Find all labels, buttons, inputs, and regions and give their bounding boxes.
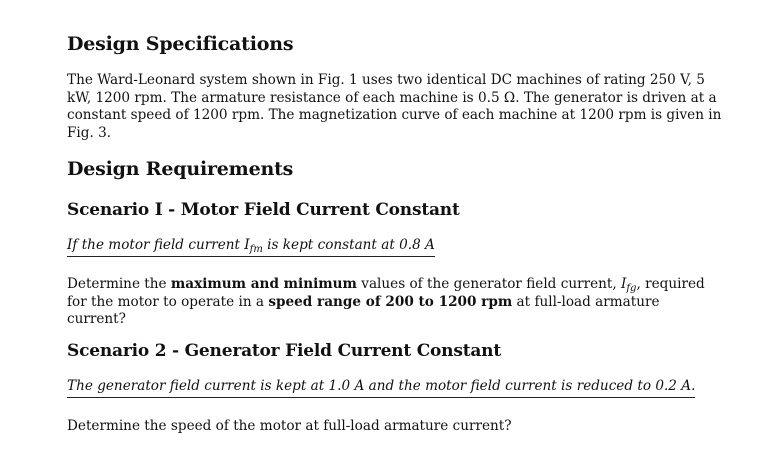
scenario-2-condition: The generator field current is kept at 1.0 A and the motor field current is reduced to 0.2 A. xyxy=(67,378,695,398)
scenario-1-condition-pre: If the motor field current xyxy=(67,237,245,253)
scenario-1-condition xyxy=(67,237,435,257)
generator-field-current-symbol: $I_{fg}$ xyxy=(620,276,637,294)
scenario-1-question: Determine the maximum and minimum values of the generator field current, $I_{fg}$, required for the motor to operate in a speed range of 200 to 1200 rpm at full-load armature current? xyxy=(67,276,705,327)
design-requirements-heading: Design Requirements xyxy=(67,158,294,180)
design-specifications-heading: Design Specifications xyxy=(67,33,294,55)
motor-field-current-symbol: $I_{fm}$ xyxy=(244,237,263,255)
bold-speed-range: speed range of 200 to 1200 rpm xyxy=(268,293,513,310)
design-specifications-paragraph: The Ward-Leonard system shown in Fig. 1 uses two identical DC machines of rating 250 V, 5 kW, 1200 rpm. The armature resistance of each machine is 0.5 Ω. The generator is driven at a constant speed of 1200 rpm. The magnetization curve of each machine at 1200 rpm is given in Fig. 3. xyxy=(67,72,722,141)
scenario-1-condition-post: is kept constant at 0.8 A xyxy=(262,237,435,253)
scenario-1-heading: Scenario I - Motor Field Current Constant xyxy=(67,200,460,220)
scenario-2-question: Determine the speed of the motor at full-load armature current? xyxy=(67,418,512,434)
bold-max-min: maximum and minimum xyxy=(170,276,357,292)
scenario-2-heading: Scenario 2 - Generator Field Current Constant xyxy=(67,341,501,361)
